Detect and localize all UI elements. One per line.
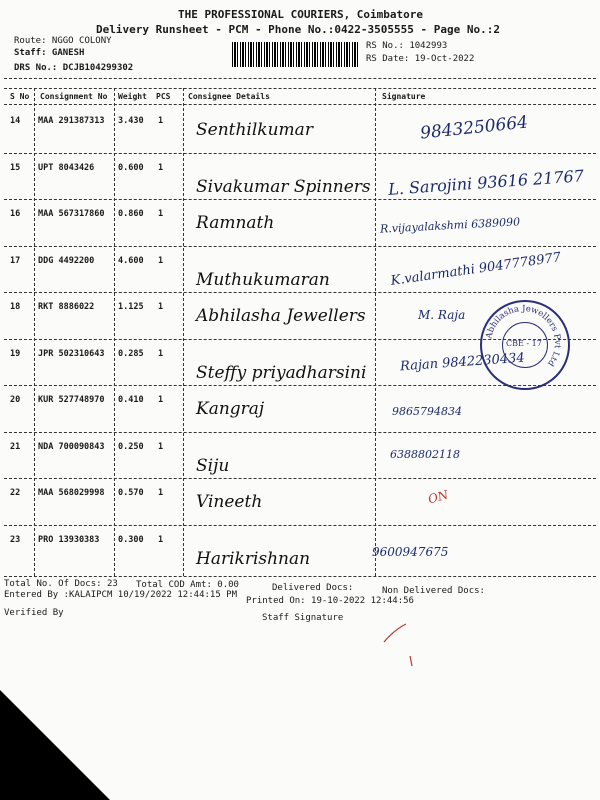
row-weight: 1.125 xyxy=(118,302,144,312)
row-divider xyxy=(4,432,596,433)
row-consignee: Senthilkumar xyxy=(196,120,313,140)
row-consignment-no: NDA 700090843 xyxy=(38,441,105,452)
row-consignee: Muthukumaran xyxy=(196,269,330,290)
barcode xyxy=(232,42,360,67)
row-pcs: 1 xyxy=(158,395,164,405)
row-signature: 9843250664 xyxy=(419,112,529,144)
row-consignment-no: MAA 568029998 xyxy=(38,488,105,498)
row-pcs: 1 xyxy=(158,116,164,126)
row-signature: 9600947675 xyxy=(372,544,449,559)
company-stamp xyxy=(480,300,570,390)
drs-number: DRS No.: DCJB104299302 xyxy=(14,63,134,73)
row-consignee: Kangraj xyxy=(196,399,265,419)
rs-date: RS Date: 19-Oct-2022 xyxy=(366,54,475,64)
row-consignee: Ramnath xyxy=(196,213,275,233)
row-consignment-no: RKT 8886022 xyxy=(38,302,95,312)
row-pcs: 1 xyxy=(158,534,164,545)
col-header-sno: S No xyxy=(10,92,30,101)
row-sno: 20 xyxy=(10,395,21,405)
row-sno: 16 xyxy=(10,209,21,219)
row-consignee: Steffy priyadharsini xyxy=(196,362,367,383)
row-pcs: 1 xyxy=(158,348,164,359)
rs-number: RS No.: 1042993 xyxy=(366,41,448,51)
row-signature: K.valarmathi 9047778977 xyxy=(389,249,562,289)
column-divider xyxy=(183,88,184,576)
row-divider xyxy=(4,525,596,526)
column-divider xyxy=(114,88,115,576)
row-divider xyxy=(4,246,596,247)
footer-divider xyxy=(4,576,596,577)
col-header-pcs: PCS xyxy=(156,92,171,101)
row-consignment-no: JPR 502310643 xyxy=(38,348,105,359)
col-header-signature: Signature xyxy=(382,92,426,101)
verified-by: Verified By xyxy=(4,608,64,618)
pen-mark xyxy=(380,620,420,670)
company-name: THE PROFESSIONAL COURIERS, Coimbatore xyxy=(178,8,424,21)
row-consignment-no: UPT 8043426 xyxy=(38,162,95,173)
row-sno: 18 xyxy=(10,302,21,312)
row-sno: 21 xyxy=(10,441,21,452)
row-consignment-no: MAA 291387313 xyxy=(38,116,105,126)
stamp-name: Abhilasha Jewellers Pvt Ltd xyxy=(484,303,563,368)
row-consignee: Vineeth xyxy=(196,492,263,512)
column-divider xyxy=(34,88,35,576)
staff-signature: Staff Signature xyxy=(262,613,344,623)
row-signature: Rajan 9842230434 xyxy=(399,350,526,374)
row-weight: 0.300 xyxy=(118,534,144,545)
row-pcs: 1 xyxy=(158,209,164,219)
total-cod: Total COD Amt: 0.00 xyxy=(136,580,239,590)
row-signature: M. Raja xyxy=(418,308,466,322)
row-weight: 3.430 xyxy=(118,116,144,126)
row-sno: 15 xyxy=(10,162,21,173)
row-signature: L. Sarojini 93616 21767 xyxy=(387,165,585,199)
delivered-docs: Delivered Docs: xyxy=(272,583,354,593)
row-sno: 19 xyxy=(10,348,21,359)
row-weight: 0.600 xyxy=(118,162,144,173)
row-consignee: Abhilasha Jewellers xyxy=(196,306,366,326)
header-divider xyxy=(4,78,596,79)
row-weight: 0.410 xyxy=(118,395,144,405)
row-consignee: Harikrishnan xyxy=(196,548,311,569)
printed-on: Printed On: 19-10-2022 12:44:56 xyxy=(246,596,414,606)
entered-by: Entered By :KALAIPCM 10/19/2022 12:44:15 PM xyxy=(4,590,237,600)
row-pcs: 1 xyxy=(158,255,164,266)
header-divider xyxy=(4,88,596,89)
row-weight: 0.860 xyxy=(118,209,144,219)
row-consignment-no: DDG 4492200 xyxy=(38,255,95,266)
row-signature: ON xyxy=(426,487,450,507)
route: Route: NGGO COLONY xyxy=(14,36,112,46)
row-signature: 6388802118 xyxy=(390,447,460,461)
staff: Staff: GANESH xyxy=(14,48,85,58)
non-delivered-docs: Non Delivered Docs: xyxy=(382,586,485,596)
stamp-code: CBE - 17 xyxy=(506,339,542,348)
row-signature: R.vijayalakshmi 6389090 xyxy=(379,215,521,236)
row-weight: 4.600 xyxy=(118,255,144,266)
row-consignee: Sivakumar Spinners xyxy=(196,176,371,197)
header-divider xyxy=(4,104,596,105)
row-pcs: 1 xyxy=(158,162,164,173)
row-divider xyxy=(4,153,596,154)
row-weight: 0.570 xyxy=(118,488,144,498)
row-signature: 9865794834 xyxy=(392,405,462,418)
row-pcs: 1 xyxy=(158,441,164,452)
scan-shadow xyxy=(0,690,110,800)
row-sno: 17 xyxy=(10,255,21,266)
row-divider xyxy=(4,199,596,200)
row-pcs: 1 xyxy=(158,302,164,312)
row-sno: 22 xyxy=(10,488,21,498)
row-sno: 14 xyxy=(10,116,21,126)
col-header-consignee: Consignee Details xyxy=(188,92,270,101)
row-divider xyxy=(4,292,596,293)
row-consignment-no: MAA 567317860 xyxy=(38,209,105,219)
row-consignee: Siju xyxy=(196,455,230,476)
row-pcs: 1 xyxy=(158,488,164,498)
svg-text:Abhilasha Jewellers Pvt Ltd xyxy=(484,304,562,368)
col-header-weight: Weight xyxy=(118,92,147,101)
row-sno: 23 xyxy=(10,534,21,545)
row-weight: 0.250 xyxy=(118,441,144,452)
row-weight: 0.285 xyxy=(118,348,144,359)
column-divider xyxy=(375,88,376,576)
row-divider xyxy=(4,478,596,479)
row-consignment-no: KUR 527748970 xyxy=(38,395,105,405)
total-docs: Total No. Of Docs: 23 xyxy=(4,579,118,589)
runsheet-subtitle: Delivery Runsheet - PCM - Phone No.:0422-3505555 - Page No.:2 xyxy=(96,23,500,36)
row-consignment-no: PRO 13930383 xyxy=(38,534,100,545)
col-header-consignment: Consignment No xyxy=(40,92,108,101)
